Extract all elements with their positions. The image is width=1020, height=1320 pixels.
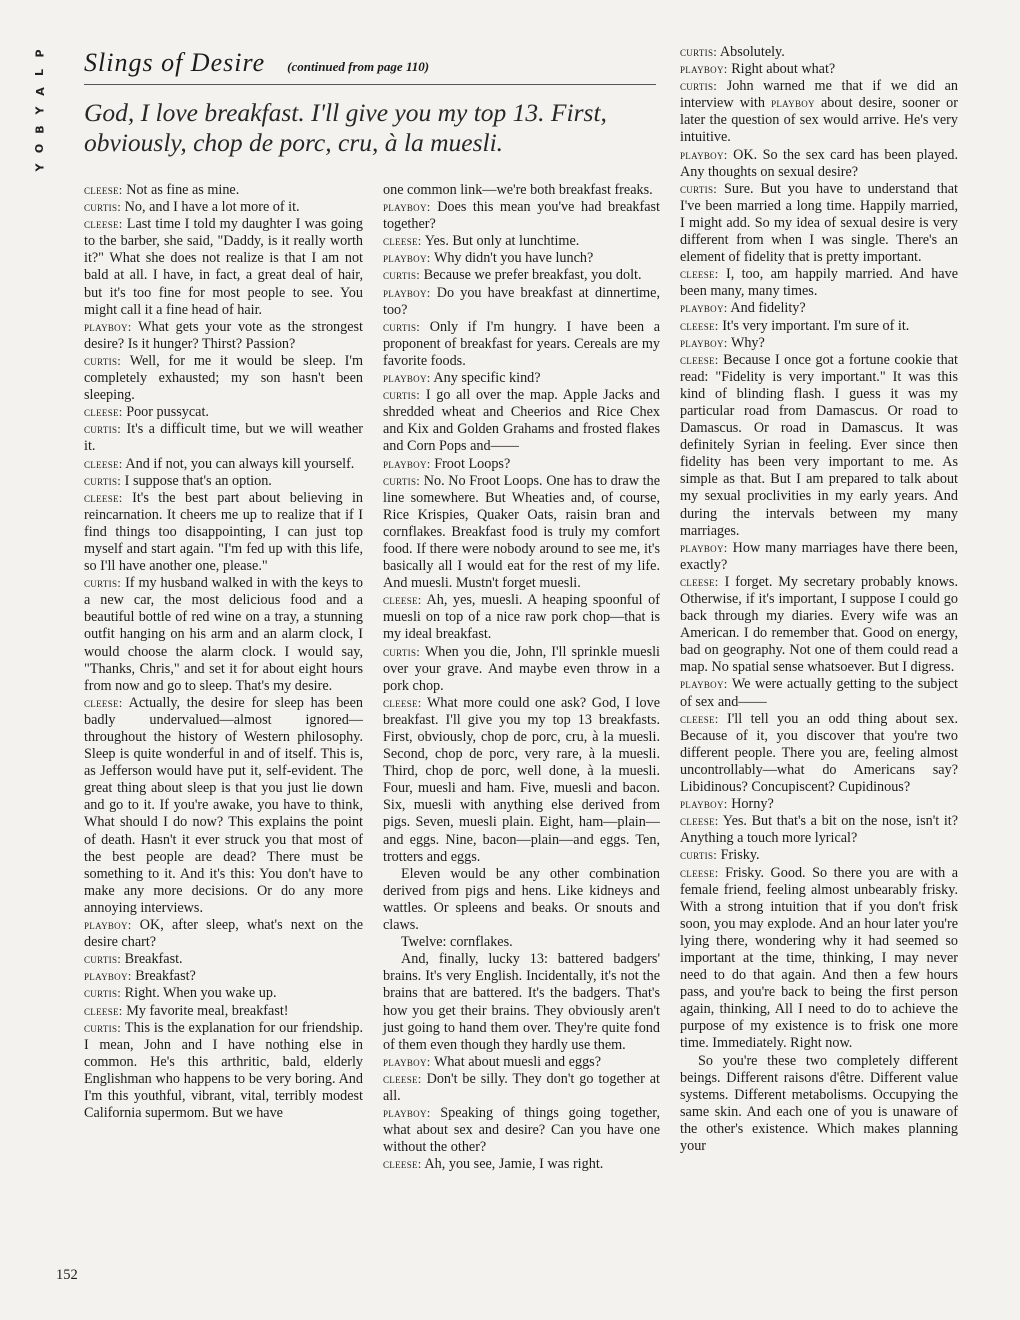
dialogue-text: Sure. But you have to understand that I've been married a long time. Happily married, I might add. So my idea of sexual desire is very different from when I was single. There's an element of fidelity that is pretty important. (680, 180, 958, 266)
dialogue-text: John warned me that if we did an interview with playboy about desire, sooner or later the question of sex would arrive. He's very intuitive. (680, 78, 959, 146)
speaker-label: curtis: (84, 200, 122, 215)
dialogue-text: Any specific kind? (433, 370, 541, 387)
speaker-label: cleese: (680, 574, 719, 589)
dialogue-text: Frisky. (720, 847, 760, 864)
dialogue-text: It's the best part about believing in reincarnation. It cheers me up to realize that if I find things too disappointing, I can just top myself and start again. "I'm fed up with this life, so I'll have another one, please." (84, 489, 364, 575)
dialogue-paragraph (383, 1071, 660, 1105)
speaker-label: playboy: (84, 969, 132, 984)
dialogue-paragraph (680, 300, 958, 317)
speaker-label: cleese: (383, 1071, 422, 1086)
speaker-label: curtis: (84, 986, 122, 1001)
dialogue-paragraph (383, 934, 660, 951)
dialogue-paragraph (680, 61, 958, 78)
speaker-label: playboy: (680, 797, 728, 812)
speaker-label: playboy: (383, 251, 431, 266)
dialogue-text: I suppose that's an option. (124, 472, 272, 489)
dialogue-text: What more could one ask? God, I love breakfast. I'll give you my top 13 breakfasts. First, obviously, chop de porc, cru, à la muesli. Second, chop de porc, very rare, à la muesli. Third, chop de porc, well done, à la muesli. Four, muesli and ham. Five, muesli and bacon. Six, muesli with anything else derived from pigs. Seven, muesli plain. Eight, ham—plain—and eggs. Nine, bacon—plain—and eggs. Ten, trotters and eggs. (383, 694, 660, 865)
dialogue-text: Ah, you see, Jamie, I was right. (424, 1156, 604, 1173)
vertical-letter: P (33, 49, 47, 58)
page-number: 152 (56, 1267, 78, 1283)
speaker-label: playboy: (84, 319, 132, 334)
speaker-label: cleese: (84, 490, 123, 505)
speaker-label: curtis: (84, 952, 122, 967)
dialogue-text: Does this mean you've had breakfast together? (383, 199, 660, 233)
dialogue-text: Breakfast? (135, 968, 196, 985)
dialogue-text: Why didn't you have lunch? (433, 250, 594, 267)
dialogue-text: OK. So the sex card has been played. Any thoughts on sexual desire? (680, 146, 958, 180)
dialogue-paragraph (383, 695, 660, 866)
series-title: Slings of Desire (84, 48, 266, 77)
speaker-label: curtis: (84, 473, 122, 488)
magazine-name-inline: playboy (771, 96, 815, 111)
dialogue-text: OK, after sleep, what's next on the desire chart? (84, 917, 364, 951)
dialogue-paragraph (383, 456, 660, 473)
dialogue-paragraph (680, 147, 958, 181)
dialogue-paragraph (84, 917, 363, 951)
dialogue-text: Horny? (731, 796, 774, 813)
dialogue-text: Speaking of things going together, what about sex and desire? Can you have one without the other? (383, 1105, 660, 1156)
speaker-label: curtis: (680, 45, 718, 59)
dialogue-text: Only if I'm hungry. I have been a proponent of breakfast for years. Cereals are my favorite foods. (383, 318, 660, 369)
dialogue-paragraph (84, 968, 363, 985)
speaker-label: playboy: (383, 456, 431, 471)
dialogue-paragraph (680, 813, 958, 847)
speaker-label: cleese: (84, 183, 123, 197)
speaker-label: curtis: (680, 848, 718, 863)
text-column-1 (84, 182, 363, 1122)
speaker-label: playboy: (680, 677, 728, 692)
speaker-label: playboy: (84, 918, 132, 933)
dialogue-text: And fidelity? (730, 300, 806, 317)
dialogue-paragraph (680, 847, 958, 864)
dialogue-text: Twelve: cornflakes. (401, 934, 513, 951)
dialogue-paragraph (680, 181, 958, 266)
dialogue-text: Eleven would be any other combination derived from pigs and hens. Like kidneys and wattles. Or spleens and beaks. Or snouts and claws. (383, 865, 660, 934)
dialogue-paragraph (383, 370, 660, 387)
dialogue-paragraph (84, 695, 363, 917)
speaker-label: playboy: (680, 540, 728, 555)
dialogue-text: This is the explanation for our friendship. I mean, John and I have nothing else in common. He's this arthritic, bald, elderly Englishman who happens to be very boring. And I'm this youthful, vibrant, vital, terribly modest California supermom. But we have (84, 1019, 364, 1122)
speaker-label: playboy: (680, 147, 728, 162)
speaker-label: playboy: (383, 200, 431, 215)
dialogue-text: Because we prefer breakfast, you dolt. (423, 267, 642, 284)
dialogue-paragraph (383, 319, 660, 370)
vertical-letter: L (33, 68, 47, 77)
dialogue-paragraph (680, 266, 958, 300)
dialogue-text: What about muesli and eggs? (433, 1053, 601, 1070)
dialogue-text: Frisky. Good. So there you are with a female friend, feeling almost unbearably frisky. With a strong intuition that if you don't frisk soon, you may explode. And an hour later you're lying there, wondering why it had seemed so important at the time, thinking, I may never need to do that again. And then a few hours pass, and you're back to being the first person again, thinking, All I need to do to achieve the purpose of my existence is to frisk one more time. Immediately. Right now. (680, 864, 958, 1052)
dialogue-paragraph (680, 78, 958, 146)
dialogue-paragraph (84, 182, 363, 199)
dialogue-paragraph (680, 44, 958, 61)
dialogue-text: Well, for me it would be sleep. I'm completely exhausted; my son hasn't been sleeping. (84, 352, 363, 404)
dialogue-text: No, and I have a lot more of it. (124, 199, 300, 216)
dialogue-paragraph (84, 456, 363, 473)
dialogue-paragraph (84, 951, 363, 968)
dialogue-paragraph (84, 473, 363, 490)
speaker-label: cleese: (680, 318, 719, 333)
dialogue-paragraph (383, 866, 660, 934)
dialogue-text: We were actually getting to the subject of sex and—— (680, 676, 958, 710)
speaker-label: curtis: (84, 353, 122, 368)
dialogue-text: Do you have breakfast at dinnertime, too? (383, 284, 661, 318)
dialogue-text: Right about what? (731, 61, 836, 78)
dialogue-text: I'll tell you an odd thing about sex. Because of it, you discover that you're two different people. There you are, feeling almost uncontrollably—what do Americans say? Libidinous? Concupiscent? Cupidinous? (680, 710, 958, 796)
dialogue-text: How many marriages have there been, exactly? (680, 539, 958, 573)
speaker-label: curtis: (84, 576, 122, 591)
dialogue-paragraph (84, 404, 363, 421)
dialogue-text: Last time I told my daughter I was going to the barber, she said, "Daddy, is it really worth it?" What she does not realize is that I am not bald at all. I have, in fact, a great deal of hair, but it's too fine for most people to see. You might call it a fine head of hair. (84, 216, 364, 318)
speaker-label: cleese: (383, 593, 422, 608)
vertical-letter: Y (33, 163, 47, 172)
dialogue-text: My favorite meal, breakfast! (126, 1002, 289, 1019)
speaker-label: cleese: (680, 865, 719, 880)
dialogue-text: I go all over the map. Apple Jacks and shredded wheat and Cheerios and Rice Chex and Kix and Golden Grahams and frosted flakes and Corn Pops and—— (383, 387, 660, 455)
speaker-label: cleese: (383, 234, 422, 249)
speaker-label: curtis: (383, 319, 421, 334)
speaker-label: cleese: (680, 352, 719, 367)
dialogue-text: one common link—we're both breakfast freaks. (383, 182, 653, 198)
continued-note: (continued from page 110) (287, 59, 430, 74)
speaker-label: playboy: (680, 301, 728, 316)
dialogue-paragraph (84, 199, 363, 216)
speaker-label: playboy: (383, 1054, 431, 1069)
speaker-label: curtis: (383, 473, 421, 488)
dialogue-text: No. No Froot Loops. One has to draw the line somewhere. But Wheaties and, of course, Rice Krispies, Quaker Oats, raisin bran and cornflakes. Breakfast food is truly my comfort food. If there were nobody around to see me, it's basically all I would eat for the rest of my life. And muesli. Mustn't forget muesli. (383, 472, 660, 592)
dialogue-paragraph (680, 574, 958, 677)
speaker-label: cleese: (383, 1157, 422, 1172)
dialogue-text: If my husband walked in with the keys to a new car, the most delicious food and a beautiful bottle of red wine on a tray, a stunning outfit hanging on his arm and an alarm clock, I would choose the alarm clock. I would say, "Thanks, Chris," and set it for about eight hours from now and go to sleep. That's my desire. (84, 575, 364, 694)
dialogue-paragraph (680, 711, 958, 796)
speaker-label: playboy: (680, 335, 728, 350)
speaker-label: curtis: (383, 388, 421, 403)
dialogue-paragraph (84, 353, 363, 404)
speaker-label: cleese: (84, 405, 123, 420)
speaker-label: cleese: (680, 267, 719, 282)
speaker-label: cleese: (84, 1003, 123, 1018)
dialogue-text: Right. When you wake up. (124, 985, 277, 1002)
dialogue-text: And, finally, lucky 13: battered badgers' brains. It's very English. Incidentally, it's not the brains that are battered. It's the badgers. That's how you get their brains. They obviously aren't just going to hand them over. They're quite fond of them even though they hardly use them. (383, 951, 660, 1053)
dialogue-paragraph (84, 319, 363, 353)
pull-quote: God, I love breakfast. I'll give you my top 13. First, obviously, chop de porc, cru, à la muesli. (84, 98, 607, 157)
vertical-letter: A (33, 87, 47, 96)
speaker-label: playboy: (383, 1106, 431, 1121)
dialogue-text: I forget. My secretary probably knows. Otherwise, if it's important, I suppose I could go back through my diaries. Every wife was an American. I do remember that. Good on energy, bad on geography. Not one of them could read a map. No spatial sense whatsoever. But I digress. (680, 573, 958, 676)
speaker-label: cleese: (84, 456, 123, 471)
dialogue-paragraph (84, 1003, 363, 1020)
dialogue-paragraph (84, 421, 363, 455)
dialogue-text: Breakfast. (124, 951, 183, 968)
speaker-label: curtis: (84, 1020, 122, 1035)
dialogue-paragraph (383, 1105, 660, 1156)
dialogue-paragraph (383, 199, 660, 233)
dialogue-text: Yes. But only at lunchtime. (424, 233, 580, 250)
dialogue-paragraph (680, 676, 958, 710)
text-column-3 (680, 44, 958, 1155)
dialogue-text: When you die, John, I'll sprinkle muesli over your grave. And maybe even throw in a pork chop. (383, 643, 660, 694)
dialogue-text: Poor pussycat. (126, 404, 209, 421)
text-column-2 (383, 182, 660, 1173)
speaker-label: cleese: (84, 695, 123, 710)
dialogue-paragraph (383, 250, 660, 267)
dialogue-paragraph (680, 1053, 958, 1156)
dialogue-paragraph (680, 335, 958, 352)
dialogue-paragraph (680, 865, 958, 1053)
dialogue-text: Because I once got a fortune cookie that read: "Fidelity is very important." It was this kind of blinding flash. I guess it was my particular road from Damascus. Or road to Damascus. Or road in Damascus. It was definitely Syrian in feeling. Ever since then fidelity has been very important to me. As simple as that. But I am prepared to talk about my sexual proclivities in my early years. And during the intervals between my many marriages. (680, 351, 958, 539)
dialogue-text: Ah, yes, muesli. A heaping spoonful of muesli on top of a nice raw pork chop—that is my ideal breakfast. (383, 592, 660, 643)
dialogue-text: Don't be silly. They don't go together at all. (383, 1070, 660, 1104)
dialogue-text: Why? (730, 334, 765, 351)
vertical-letter: O (33, 143, 47, 154)
dialogue-paragraph (680, 540, 958, 574)
dialogue-text: Not as fine as mine. (126, 182, 240, 198)
dialogue-paragraph (84, 1020, 363, 1123)
dialogue-paragraph (84, 985, 363, 1002)
dialogue-paragraph (383, 387, 660, 455)
dialogue-paragraph (383, 473, 660, 593)
dialogue-text: What gets your vote as the strongest desire? Is it hunger? Thirst? Passion? (84, 318, 364, 352)
dialogue-paragraph (84, 490, 363, 575)
dialogue-text: It's a difficult time, but we will weather it. (84, 421, 363, 455)
dialogue-text: So you're these two completely different beings. Different raisons d'être. Different value systems. Different metabolisms. Occupying the same skin. And each one of you is unaware of the other's existence. Which makes planning your (680, 1052, 958, 1154)
speaker-label: cleese: (680, 814, 719, 829)
dialogue-paragraph (383, 233, 660, 250)
vertical-letter: B (33, 125, 47, 134)
dialogue-paragraph (383, 951, 660, 1054)
speaker-label: curtis: (84, 422, 122, 437)
speaker-label: cleese: (383, 695, 422, 710)
dialogue-paragraph (680, 352, 958, 540)
dialogue-paragraph (383, 1156, 660, 1173)
dialogue-paragraph (84, 575, 363, 695)
speaker-label: cleese: (84, 217, 123, 232)
dialogue-text: Yes. But that's a bit on the nose, isn't it? Anything a touch more lyrical? (680, 813, 958, 847)
speaker-label: playboy: (383, 371, 431, 386)
dialogue-text: Froot Loops? (434, 455, 511, 472)
dialogue-paragraph (383, 592, 660, 643)
dialogue-text: And if not, you can always kill yourself. (125, 455, 355, 472)
speaker-label: curtis: (383, 268, 421, 283)
dialogue-text: Actually, the desire for sleep has been badly undervalued—almost ignored—throughout the history of Western philosophy. Sleep is quite wonderful in and of itself. This is, as Jefferson would have put it, self-evident. The great thing about sleep is that you just lie down and go to it. If you're awake, you have to think, What should I do now? This explains the point of death. Hasn't it ever struck you that most of the best people are dead? There must be something to it. And it's this: You don't have to make any more decisions. Or do any more annoying interviews. (84, 694, 363, 916)
magazine-vertical-name (28, 44, 52, 204)
dialogue-text: I, too, am happily married. And have been many, many times. (680, 266, 958, 300)
speaker-label: playboy: (383, 285, 431, 300)
vertical-letter: Y (33, 106, 47, 115)
speaker-label: curtis: (383, 644, 421, 659)
speaker-label: curtis: (680, 79, 718, 94)
dialogue-paragraph (383, 267, 660, 284)
dialogue-paragraph (383, 285, 660, 319)
dialogue-text: Absolutely. (719, 44, 785, 60)
dialogue-paragraph (383, 1054, 660, 1071)
speaker-label: curtis: (680, 181, 718, 196)
dialogue-text: It's very important. I'm sure of it. (722, 317, 910, 334)
dialogue-paragraph (383, 644, 660, 695)
speaker-label: cleese: (680, 711, 719, 726)
dialogue-paragraph (84, 216, 363, 319)
dialogue-paragraph (680, 796, 958, 813)
dialogue-paragraph (383, 182, 660, 199)
speaker-label: playboy: (680, 62, 728, 77)
article-header (84, 48, 656, 85)
dialogue-paragraph (680, 318, 958, 335)
